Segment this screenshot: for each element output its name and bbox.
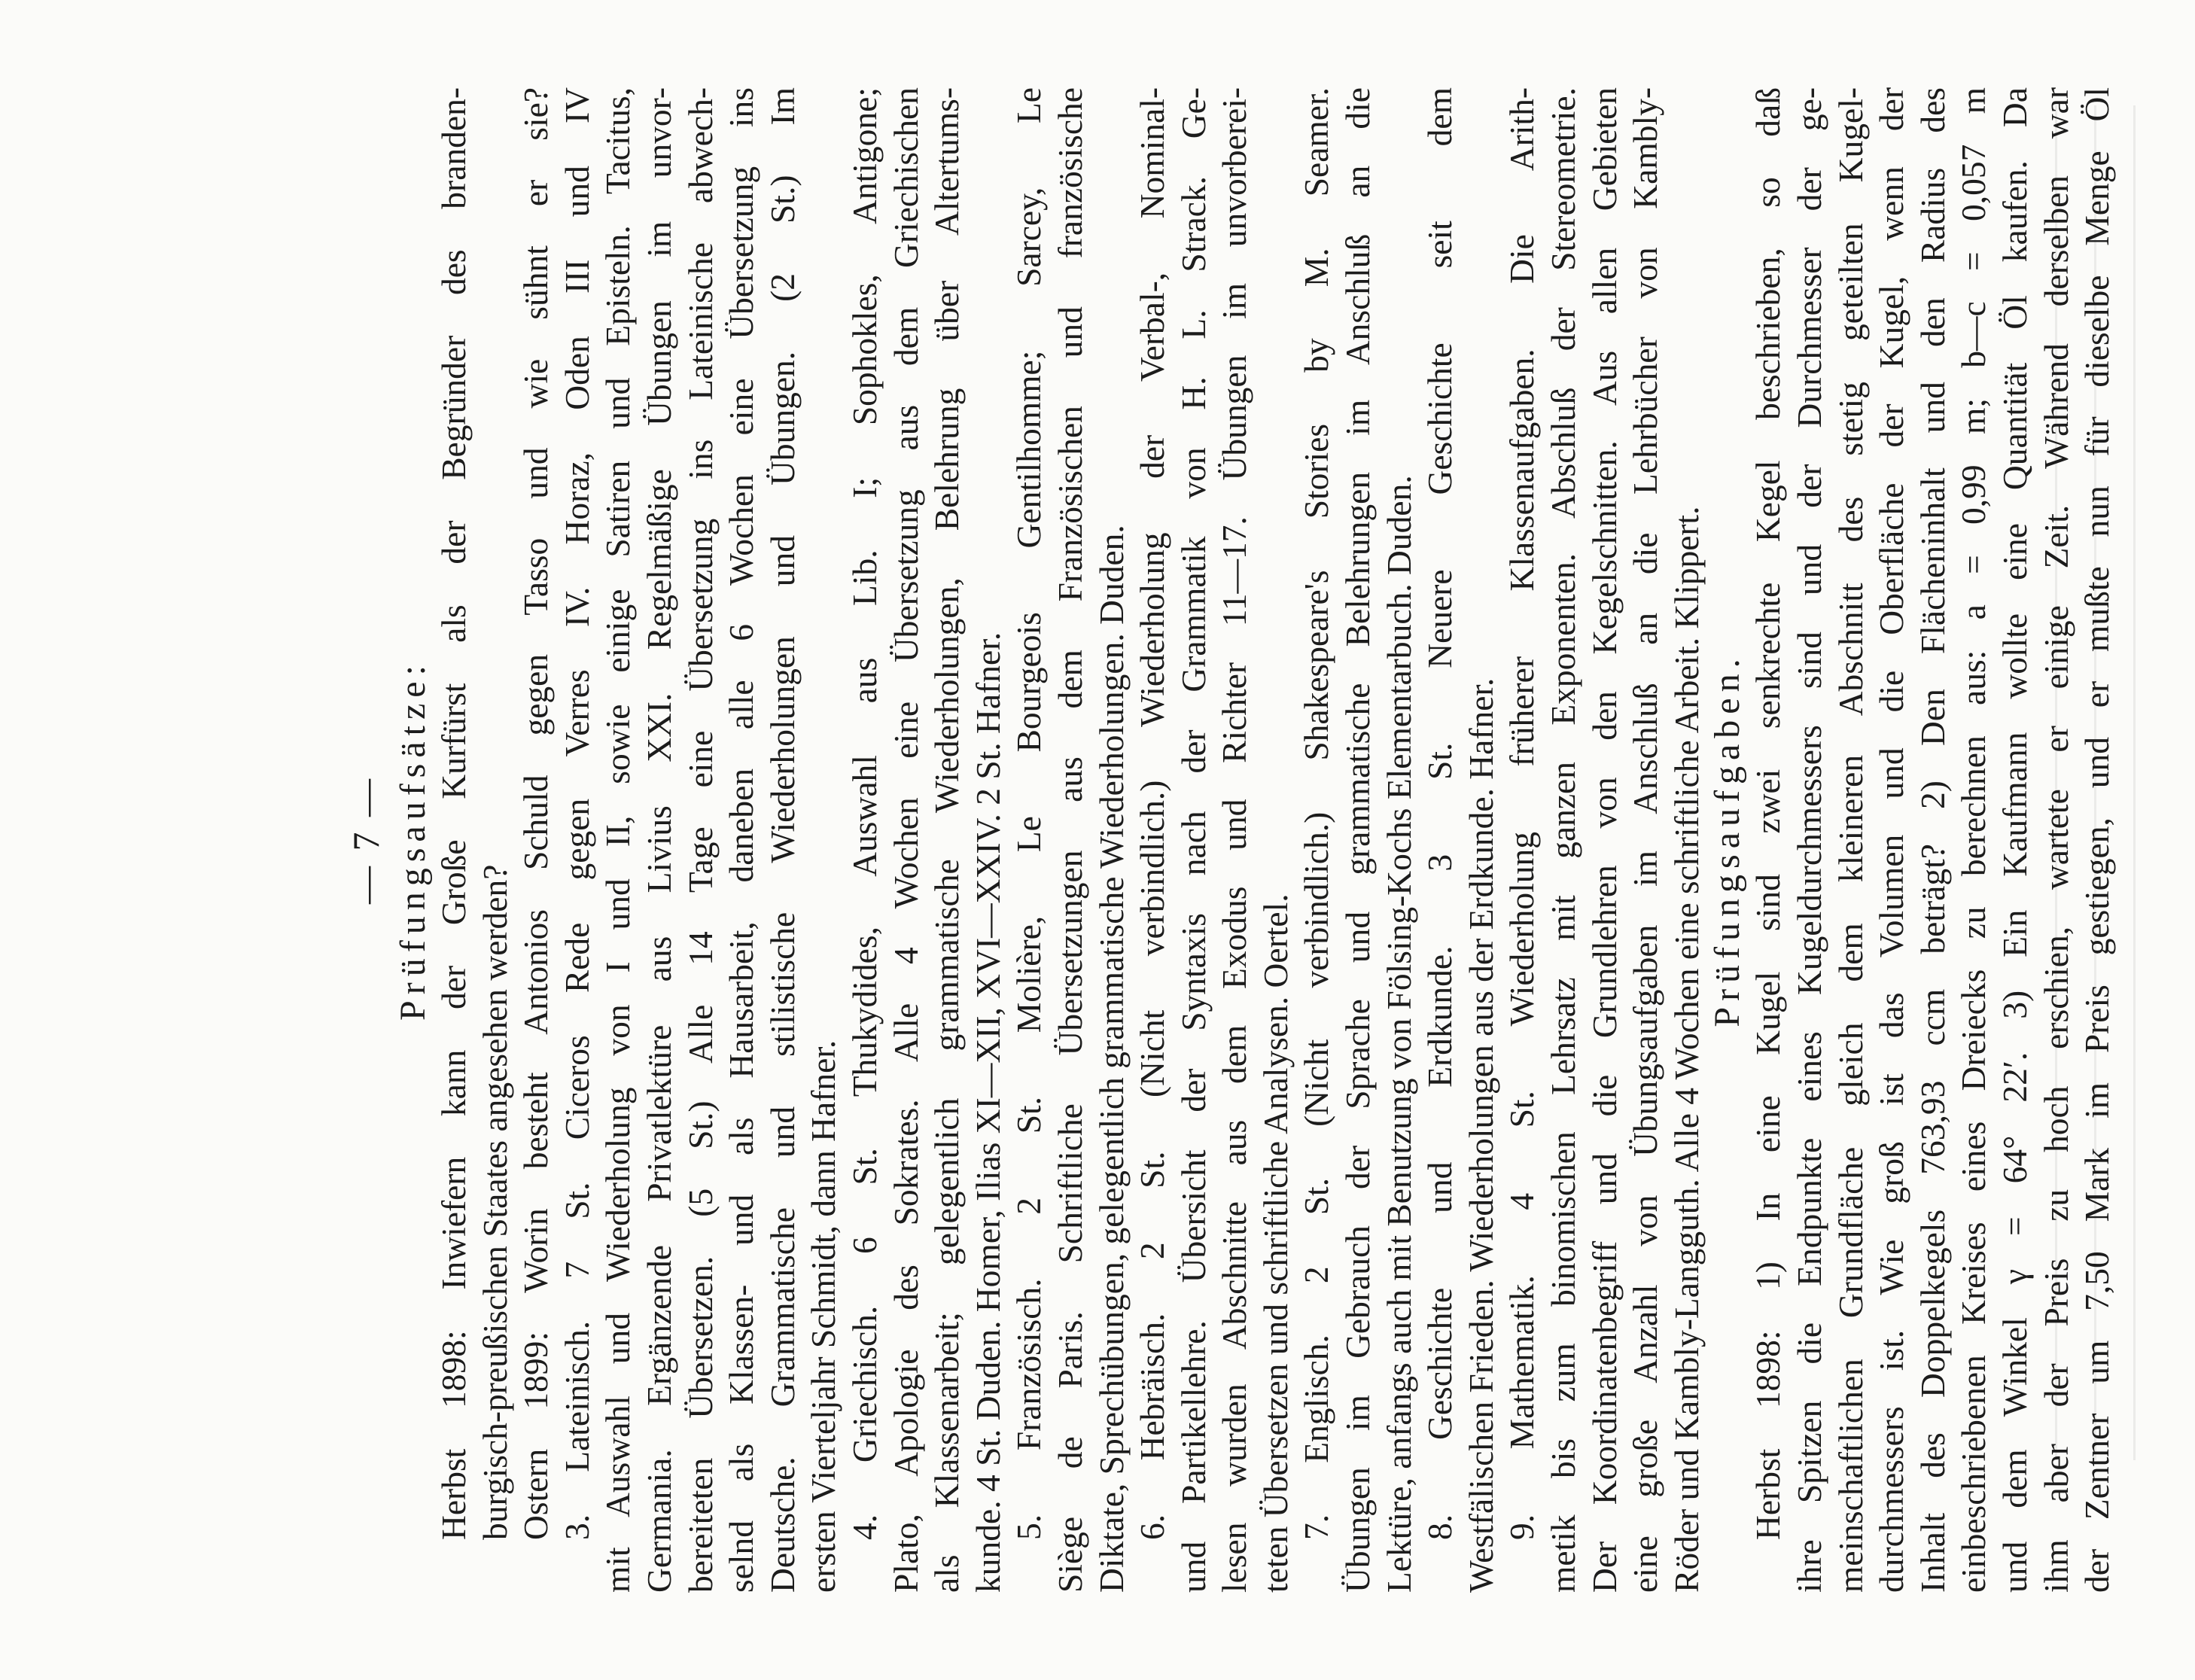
text-line: bereiteten Übersetzen. (5 St.) Alle 14 Tage eine Übersetzung ins Lateinische abwech- (680, 87, 720, 1593)
text-line: 6. Hebräisch. 2 St. (Nicht verbindlich.) Wiederholung der Verbal-, Nominal- (1133, 87, 1172, 1540)
text-line: Herbst 1898: 1) In eine Kugel sind zwei senkrechte Kegel beschrieben, so daß (1749, 87, 1788, 1540)
text-line: 9. Mathematik. 4 St. Wiederholung früherer Klassenaufgaben. Die Arith- (1502, 87, 1542, 1540)
text-line: Diktate, Sprechübungen, gelegentlich grammatische Wiederholungen. Duden. (1091, 525, 1131, 1593)
text-line: durchmessers ist. Wie groß ist das Volumen und die Oberfläche der Kugel, wenn der (1872, 87, 1911, 1593)
text-line: 8. Geschichte und Erdkunde. 3 St. Neuere Geschichte seit dem (1420, 87, 1460, 1540)
section-title-pruefungsaufsaetze: Prüfungsaufsätze: (393, 659, 433, 1021)
text-line: der Zentner um 7,50 Mark im Preis gestiegen, und er mußte nun für dieselbe Menge Öl (2078, 87, 2117, 1593)
text-line: Ostern 1899: Worin besteht Antonios Schuld gegen Tasso und wie sühnt er sie? (516, 87, 556, 1540)
text-line: Lektüre, anfangs auch mit Benutzung von Fölsing-Kochs Elementarbuch. Duden. (1379, 475, 1418, 1593)
text-line: Inhalt des Doppelkegels 763,93 ccm beträgt? 2) Den Flächeninhalt und den Radius des (1913, 87, 1952, 1593)
text-line: und Partikellehre. Übersicht der Syntaxis nach der Grammatik von H. L. Strack. Ge- (1174, 87, 1213, 1593)
text-line: 4. Griechisch. 6 St. Thukydides, Auswahl aus Lib. I; Sophokles, Antigone; (845, 87, 884, 1540)
text-line: lesen wurden Abschnitte aus dem Exodus und Richter 11—17. Übungen im unvorberei- (1215, 87, 1254, 1593)
text-line: kunde. 4 St. Duden. Homer, Ilias XI—XII, XVI—XXIV. 2 St. Hafner. (968, 632, 1007, 1593)
text-line: burgisch-preußischen Staates angesehen werden? (475, 864, 514, 1540)
text-line: selnd als Klassen- und als Hausarbeit, daneben alle 6 Wochen eine Übersetzung ins (722, 87, 761, 1593)
text-line: ihre Spitzen die Endpunkte eines Kugeldurchmessers sind und der Durchmesser der ge- (1790, 87, 1828, 1593)
text-line: als Klassenarbeit; gelegentlich grammatische Wiederholungen, Belehrung über Altertums- (927, 87, 967, 1593)
section-title-pruefungsaufgaben: Prüfungsaufgaben. (1707, 653, 1748, 1027)
text-line: Der Koordinatenbegriff und die Grundlehren von den Kegelschnitten. Aus allen Gebieten (1585, 87, 1624, 1593)
text-line: teten Übersetzen und schriftliche Analysen. Oertel. (1256, 893, 1295, 1593)
text-line: Plato, Apologie des Sokrates. Alle 4 Wochen eine Übersetzung aus dem Griechischen (886, 87, 925, 1593)
text-line: Übungen im Gebrauch der Sprache und grammatische Belehrungen im Anschluß an die (1338, 87, 1378, 1593)
text-line: 5. Französisch. 2 St. Molière, Le Bourgeois Gentilhomme; Sarcey, Le (1009, 87, 1049, 1540)
text-line: Deutsche. Grammatische und stilistische Wiederholungen und Übungen. (2 St.) Im (763, 87, 802, 1593)
text-line: einbeschriebenen Kreises eines Dreiecks zu berechnen aus: a = 0,99 m; b—c = 0,057 m (1954, 87, 1993, 1593)
text-line: ersten Vierteljahr Schmidt, dann Hafner. (804, 1039, 843, 1593)
text-line: Röder und Kambly-Langguth. Alle 4 Wochen eine schriftliche Arbeit. Klippert. (1667, 506, 1706, 1593)
text-line: 3. Lateinisch. 7 St. Ciceros Rede gegen Verres IV. Horaz, Oden III und IV (557, 87, 596, 1540)
text-line: Siège de Paris. Schriftliche Übersetzungen aus dem Französischen und französische (1050, 87, 1089, 1593)
body-text (434, 87, 2118, 1593)
text-line: 7. Englisch. 2 St. (Nicht verbindlich.) Shakespeare's Stories by M. Seamer. (1297, 87, 1336, 1540)
page-number-header: — 7 — (345, 776, 387, 904)
text-line: Herbst 1898: Inwiefern kann der Große Kurfürst als der Begründer des branden- (434, 87, 473, 1540)
text-line: meinschaftlichen Grundfläche gleich dem kleineren Abschnitt des stetig geteilten Kugel- (1831, 87, 1870, 1593)
text-line: eine große Anzahl von Übungsaufgaben im Anschluß an die Lehrbücher von Kambly- (1626, 87, 1665, 1593)
text-line: metik bis zum binomischen Lehrsatz mit ganzen Exponenten. Abschluß der Stereometrie. (1544, 87, 1583, 1593)
rotated-text-block (345, 87, 2195, 1593)
text-line: Germania. Ergänzende Privatlektüre aus Livius XXI. Regelmäßige Übungen im unvor- (639, 87, 678, 1593)
text-line: und dem Winkel γ = 64° 22′. 3) Ein Kaufmann wollte eine Quantität Öl kaufen. Da (1995, 87, 2034, 1593)
text-line: mit Auswahl und Wiederholung von I und II, sowie einige Satiren und Episteln. Tacitus, (598, 87, 638, 1593)
text-line: Westfälischen Frieden. Wiederholungen aus der Erdkunde. Hafner. (1461, 677, 1500, 1593)
text-line: ihm aber der Preis zu hoch erschien, wartete er einige Zeit. Während derselben war (2036, 87, 2075, 1593)
